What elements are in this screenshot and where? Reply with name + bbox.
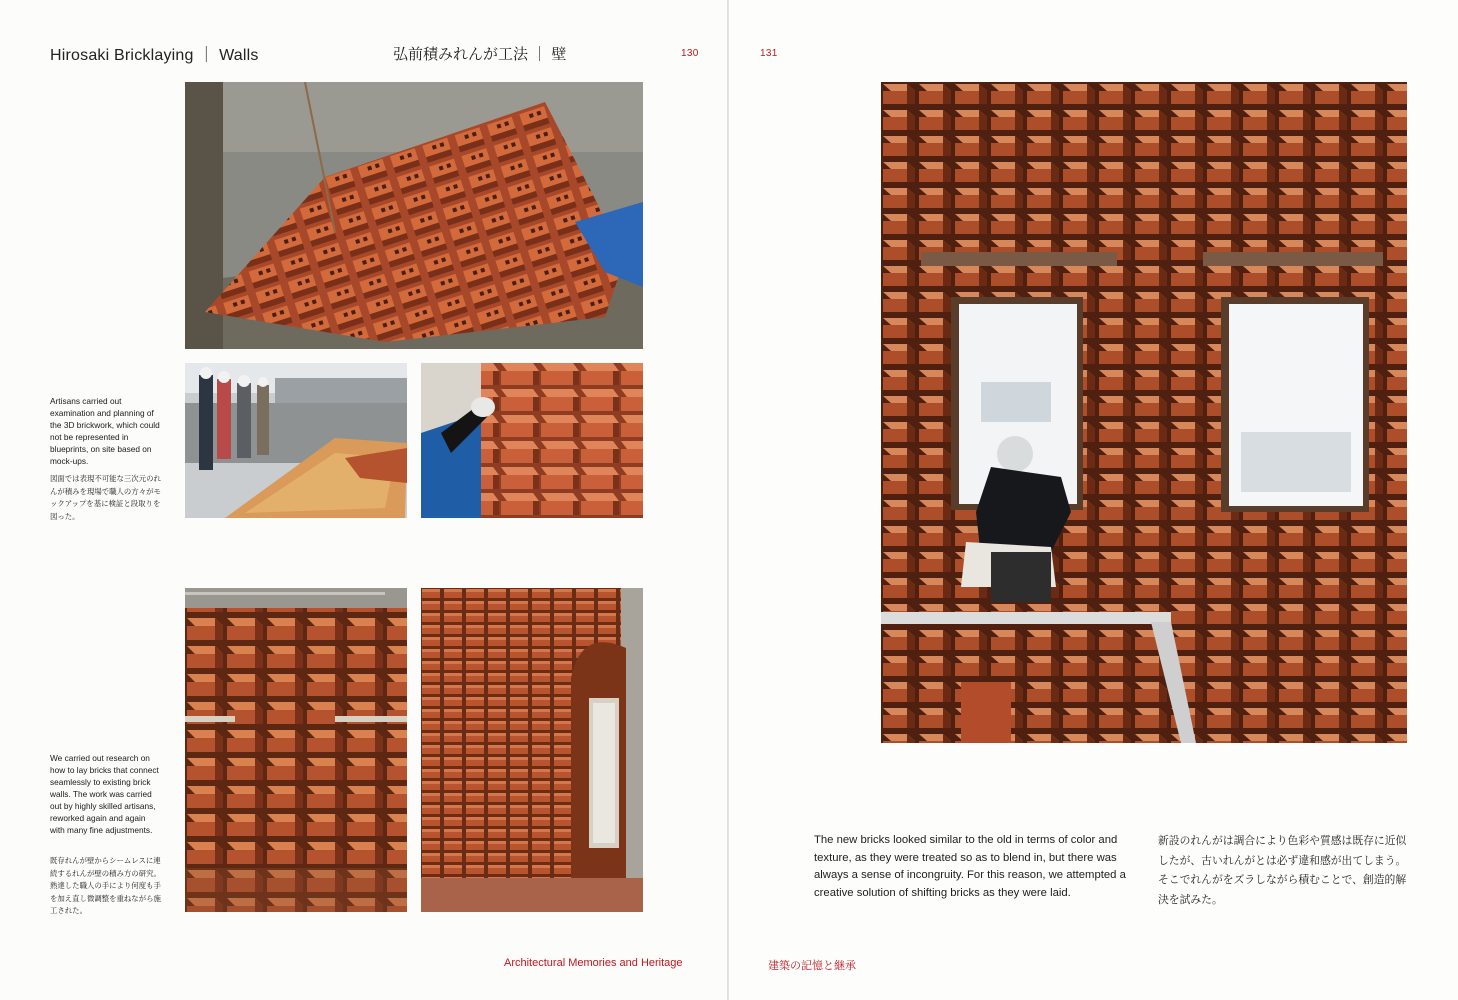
running-head-en: Hirosaki Bricklaying ｜ Walls (50, 47, 259, 64)
footer-left: Architectural Memories and Heritage (504, 957, 683, 969)
body-text-en: The new bricks looked similar to the old in terms of color and texture, as they were treated so as to blend in, but there was always a sense of incongruity. For this reason, we attempted a creative solution of shifting bricks as they were laid. (814, 834, 1126, 899)
photo-artisan-laying-bricks-window (881, 82, 1407, 743)
photo-artisans-on-site (185, 363, 407, 518)
caption-2-ja: 既存れんが壁からシームレスに連続するれんが壁の積み方の研究。熟達した職人の手により何度も手を加え直し微調整を重ねながら施工された。 (50, 856, 161, 915)
page-number-right: 131 (760, 48, 778, 59)
photo-zigzag-brick-wall (185, 588, 407, 912)
footer-right: 建築の記憶と継承 (768, 960, 856, 972)
photo-hand-laying-brick (421, 363, 643, 518)
running-head-ja: 弘前積みれんが工法 ｜ 壁 (393, 46, 567, 63)
page-number-left: 130 (681, 48, 699, 59)
caption-1-ja: 図面では表現不可能な三次元のれんが積みを現場で職人の方々がモックアップを基に検証と段取りを図った。 (50, 474, 161, 521)
caption-2-en: We carried out research on how to lay bricks that connect seamlessly to existing brick walls. The work was carried out by highly skilled artisans, reworked again and again with many fine adjustments. (50, 753, 159, 835)
photo-brick-mockup-stack (185, 82, 643, 349)
right-page (729, 0, 1458, 1000)
caption-1-en: Artisans carried out examination and planning of the 3D brickwork, which could not be represented in blueprints, on site based on mock-ups. (50, 396, 160, 466)
left-page (0, 0, 728, 1000)
body-text-ja: 新設のれんがは調合により色彩や質感は既存に近似したが、古いれんがとは必ず違和感が出てしまう。そこでれんがをズラしながら積むことで、創造的解決を試みた。 (1158, 835, 1407, 906)
photo-arched-brick-opening (421, 588, 643, 912)
